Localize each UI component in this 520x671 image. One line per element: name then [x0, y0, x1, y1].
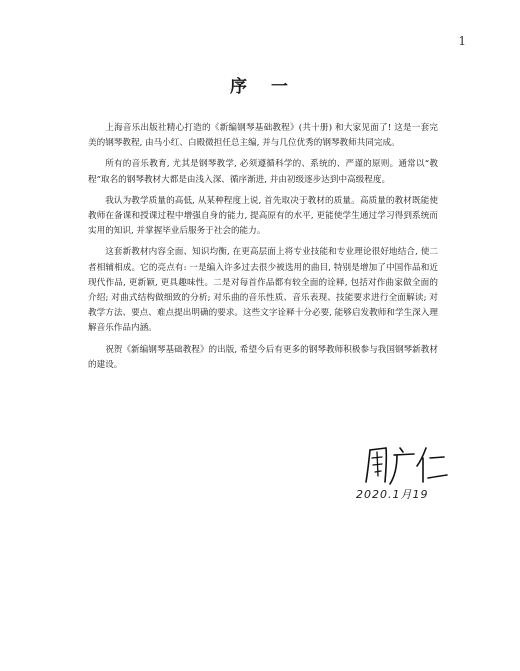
preface-body [88, 121, 438, 379]
page-title [0, 72, 520, 97]
paragraph: 我认为教学质量的高低, 从某种程度上说, 首先取决于教材的质量。高质量的教材既能使教师在备课和授课过程中增强自身的能力, 提高原有的水平, 更能使学生通过学习得到系统而实用的知识, 并掌握毕业后服务于社会的能力。 [88, 195, 438, 237]
paragraph: 上海音乐出版社精心打造的《新编钢琴基础教程》(共十册) 和大家见面了! 这是一套完美的钢琴教程, 由马小红、白殿微担任总主编, 并与几位优秀的钢琴教师共同完成。 [88, 123, 438, 149]
paragraph: 所有的音乐教育, 尤其是钢琴教学, 必须遵循科学的、系统的、严谨的原则。通常以“教程”取名的钢琴教材大都是由浅入深、循序渐进, 并由初级逐步达到中高级程度。 [88, 159, 438, 185]
title-char-2: 一 [271, 77, 290, 97]
signature-date: 2020.1月19 [356, 488, 429, 501]
page-number: 1 [458, 34, 466, 48]
handwritten-signature [360, 442, 450, 490]
paragraph: 祝贺《新编钢琴基础教程》的出版, 希望今后有更多的钢琴教师积极参与我国钢琴新教材的建设。 [88, 344, 438, 370]
paragraph: 这套新教材内容全面、知识均衡, 在更高层面上将专业技能和专业理论很好地结合, 使二者相辅相成。它的亮点有: 一是编入许多过去很少被选用的曲目, 特别是增加了中国作品和近现代作品, 更新颖, 更具趣味性。二是对每首作品都有较全面的诠释, 包括对作曲家做全面的介绍; 对曲式结构做细致的分析; 对乐曲的音乐性质、音乐表现、技能要求进行全面解读; 对教学方法、要点、难点提出明确的要求。这些文字诠释十分必要, 能够启发教师和学生深入理解音乐作品内涵。 [88, 247, 438, 334]
title-char-1: 序 [230, 77, 249, 97]
